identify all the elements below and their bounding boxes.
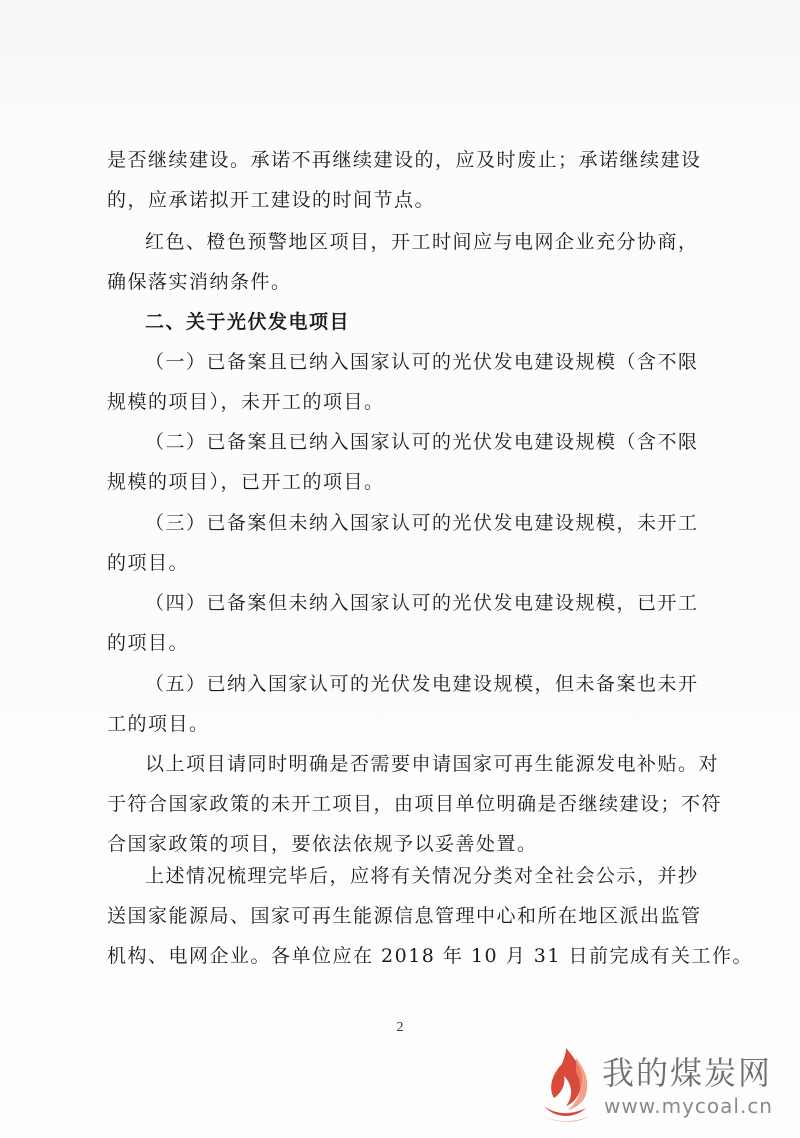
text-line: 的项目。 [107,632,190,654]
text-line: 规模的项目），已开工的项目。 [107,471,385,493]
text-line: 以上项目请同时明确是否需要申请国家可再生能源发电补贴。对 [145,753,720,775]
flame-logo-icon [536,1044,598,1124]
paragraph-subsidy [107,744,723,864]
text-line: 是否继续建设。承诺不再继续建设的，应及时废止；承诺继续建设 [107,149,702,171]
text-line: 于符合国家政策的未开工项目，由项目单位明确是否继续建设；不符 [107,793,723,815]
text-line: （二）已备案且已纳入国家认可的光伏发电建设规模（含不限 [145,431,699,453]
text-line: 工的项目。 [107,713,210,735]
text-line: （三）已备案但未纳入国家认可的光伏发电建设规模，未开工 [145,512,699,534]
text-line: 的，应承诺拟开工建设的时间节点。 [107,189,436,211]
watermark-url: www.mycoal.cn [604,1094,773,1118]
text-line: 送国家能源局、国家可再生能源信息管理中心和所在地区派出监管 [107,905,702,927]
text-line: 规模的项目），未开工的项目。 [107,391,385,413]
text-line: 确保落实消纳条件。 [107,271,292,293]
list-item [107,503,699,583]
text-line: （五）已纳入国家认可的光伏发电建设规模，但未备案也未开 [145,673,699,695]
section-heading [107,302,667,342]
text-line: 上述情况梳理完毕后，应将有关情况分类对全社会公示，并抄 [145,865,699,887]
paragraph-publication [107,856,753,976]
page-number: 2 [396,1020,404,1035]
list-item [107,583,699,663]
heading-text: 二、关于光伏发电项目 [145,311,351,333]
text-line: 的项目。 [107,552,190,574]
watermark-title: 我的煤炭网 [602,1054,773,1092]
list-item [107,422,699,502]
text-line: （一）已备案且已纳入国家认可的光伏发电建设规模（含不限 [145,351,699,373]
paragraph-continuation [107,140,702,220]
text-line: （四）已备案但未纳入国家认可的光伏发电建设规模，已开工 [145,592,699,614]
list-item [107,342,699,422]
text-line: 合国家政策的项目，要依法依规予以妥善处置。 [107,833,538,855]
text-line: 红色、橙色预警地区项目，开工时间应与电网企业充分协商， [145,231,699,253]
watermark [536,1044,786,1124]
text-line: 机构、电网企业。各单位应在 2018 年 10 月 31 日前完成有关工作。 [107,945,753,967]
paragraph-warning-areas [107,222,699,302]
list-item [107,664,699,744]
